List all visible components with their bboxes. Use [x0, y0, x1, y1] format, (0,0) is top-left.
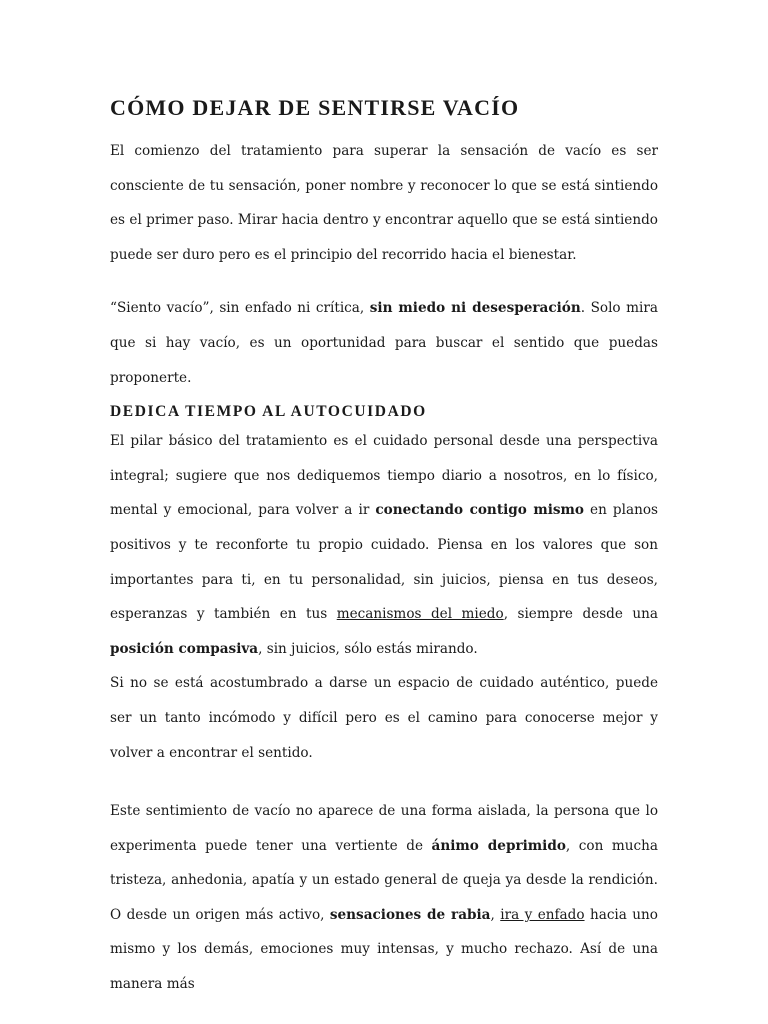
page-title: CÓMO DEJAR DE SENTIRSE VACÍO: [110, 95, 520, 120]
text-run: , con mucha tristeza, anhedonia, apatía y un estado general de queja ya desde la rendición. O desde un origen más activo,: [110, 837, 658, 923]
bold-phrase: sin miedo ni desesperación: [369, 300, 581, 317]
text-run: El pilar básico del tratamiento es el cuidado personal desde una perspectiva integral; sugiere que nos dediquemos tiempo diario a nosotros, en lo físico, mental y emocional, para volver a ir: [110, 433, 658, 519]
text-run: en planos positivos y te reconforte tu propio cuidado. Piensa en los valores que son importantes para ti, en tu personalidad, sin juicios, piensa en tus deseos, esperanzas y también en tus: [110, 502, 659, 623]
text-run: “Siento vacío”, sin enfado ni crítica,: [110, 300, 370, 317]
bold-phrase: sensaciones de rabia: [329, 906, 491, 923]
underlined-link[interactable]: ira y enfado: [500, 906, 585, 923]
underlined-link[interactable]: mecanismos del miedo: [336, 606, 504, 623]
bold-phrase: conectando contigo mismo: [375, 502, 584, 519]
text-run: , sin juicios, sólo estás mirando.: [258, 640, 478, 657]
text-run: , siempre desde una: [503, 606, 659, 623]
text-run: hacia uno mismo y los demás, emociones muy intensas, y mucho rechazo. Así de una manera más: [110, 906, 658, 993]
paragraph-espacio-cuidado: Si no se está acostumbrado a darse un espacio de cuidado auténtico, puede ser un tanto incómodo y difícil pero es el camino para conocerse mejor y volver a encontrar el sentido.: [110, 675, 658, 761]
paragraph-sentimiento-vacio: [110, 794, 658, 1002]
text-run: . Solo mira que si hay vacío, es un oportunidad para buscar el sentido que puedas proponerte.: [110, 300, 658, 386]
paragraph-intro: El comienzo del tratamiento para superar la sensación de vacío es ser consciente de tu sensación, poner nombre y reconocer lo que se está sintiendo es el primer paso. Mirar hacia dentro y encontrar aquello que se está sintiendo puede ser duro pero es el principio del recorrido hacia el bienestar.: [110, 143, 658, 263]
text-run: ,: [490, 906, 501, 923]
paragraph-autocuidado: [110, 424, 658, 666]
section-heading: DEDICA TIEMPO AL AUTOCUIDADO: [110, 403, 427, 421]
document-page: [110, 94, 658, 1002]
bold-phrase: ánimo deprimido: [431, 837, 566, 854]
bold-phrase: posición compasiva: [110, 640, 259, 657]
paragraph-siento-vacio: [110, 291, 658, 395]
text-run: Este sentimiento de vacío no aparece de una forma aislada, la persona que lo experimenta puede tener una vertiente de: [110, 803, 658, 854]
